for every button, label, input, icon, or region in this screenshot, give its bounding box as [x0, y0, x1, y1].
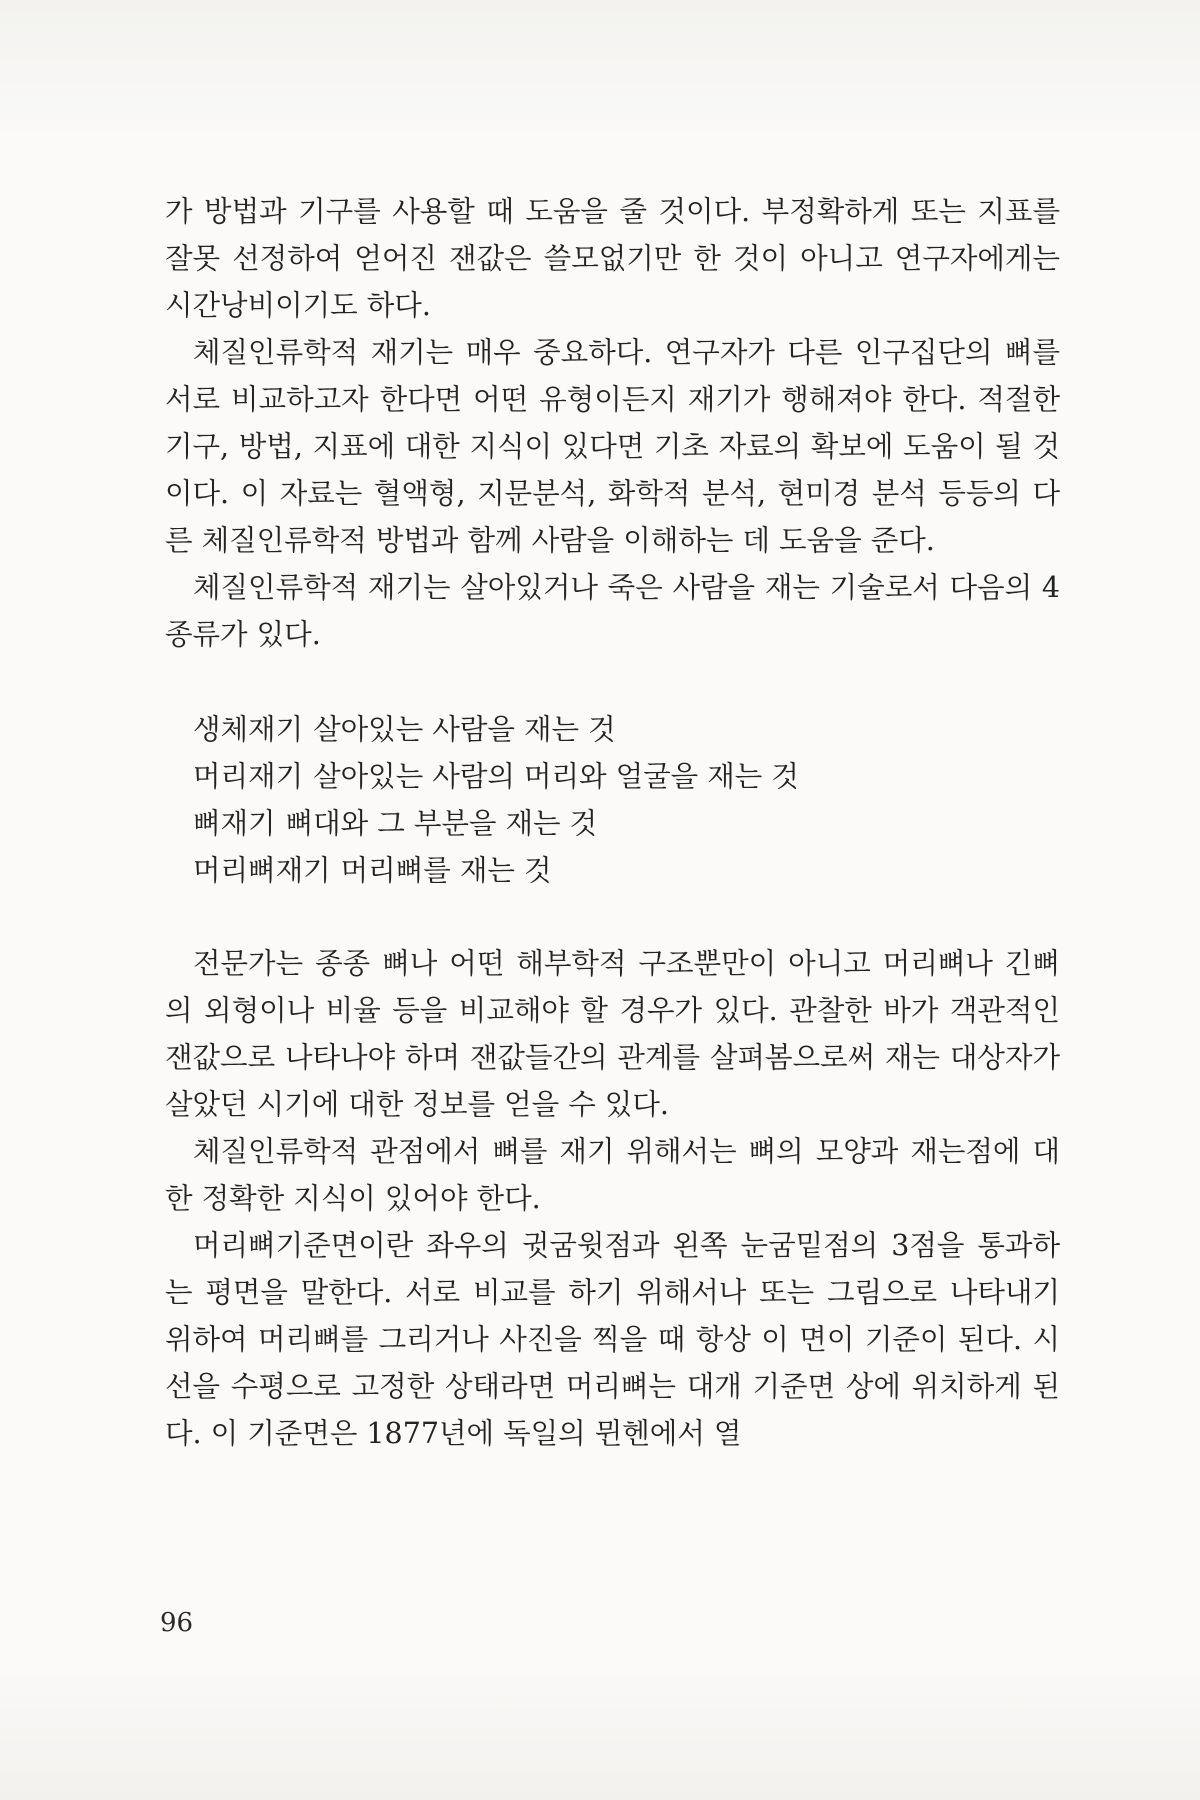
paragraph: 가 방법과 기구를 사용할 때 도움을 줄 것이다. 부정확하게 또는 지표를 잘못 선정하여 얻어진 잰값은 쓸모없기만 한 것이 아니고 연구자에게는 시간낭비이기도 하다. — [165, 195, 1060, 322]
paragraph: 전문가는 종종 뼈나 어떤 해부학적 구조뿐만이 아니고 머리뼈나 긴뼈의 외형이나 비율 등을 비교해야 할 경우가 있다. 관찰한 바가 객관적인 잰값으로 나타나야 하며 잰값들간의 관계를 살펴봄으로써 재는 대상자가 살았던 시기에 대한 정보를 얻을 수 있다. — [165, 947, 1060, 1121]
list-term: 머리뼈재기 — [193, 854, 331, 887]
list-item — [165, 706, 1060, 753]
list-term: 머리재기 — [193, 760, 304, 793]
list-term: 뼈재기 — [193, 807, 276, 840]
paragraph: 체질인류학적 재기는 살아있거나 죽은 사람을 재는 기술로서 다음의 4 종류가 있다. — [165, 571, 1060, 651]
list-description: 살아있는 사람을 재는 것 — [313, 713, 616, 746]
paragraph: 머리뼈기준면이란 좌우의 귓굼윗점과 왼쪽 눈굼밑점의 3점을 통과하는 평면을 말한다. 서로 비교를 하기 위해서나 또는 그림으로 나타내기 위하여 머리뼈를 그리거나 사진을 찍을 때 항상 이 면이 기준이 된다. 시선을 수평으로 고정한 상태라면 머리뼈는 대개 기준면 상에 위치하게 된다. 이 기준면은 1877년에 독일의 뮌헨에서 열 — [165, 1229, 1060, 1450]
list-description: 뼈대와 그 부분을 재는 것 — [285, 807, 598, 840]
list-item — [165, 800, 1060, 847]
list-description: 살아있는 사람의 머리와 얼굴을 재는 것 — [313, 760, 799, 793]
paragraph: 체질인류학적 재기는 매우 중요하다. 연구자가 다른 인구집단의 뼈를 서로 비교하고자 한다면 어떤 유형이든지 재기가 행해져야 한다. 적절한 기구, 방법, 지표에 대한 지식이 있다면 기초 자료의 확보에 도움이 될 것이다. 이 자료는 혈액형, 지문분석, 화학적 분석, 현미경 분석 등등의 다른 체질인류학적 방법과 함께 사람을 이해하는 데 도움을 준다. — [165, 336, 1060, 557]
list-description: 머리뼈를 재는 것 — [340, 854, 552, 887]
list-term: 생체재기 — [193, 713, 304, 746]
list-item — [165, 847, 1060, 894]
body-text — [165, 188, 1060, 1457]
list-item — [165, 753, 1060, 800]
paragraph: 체질인류학적 관점에서 뼈를 재기 위해서는 뼈의 모양과 재는점에 대한 정확한 지식이 있어야 한다. — [165, 1135, 1060, 1215]
page-number: 96 — [160, 1608, 194, 1638]
measurement-types-list — [165, 706, 1060, 894]
